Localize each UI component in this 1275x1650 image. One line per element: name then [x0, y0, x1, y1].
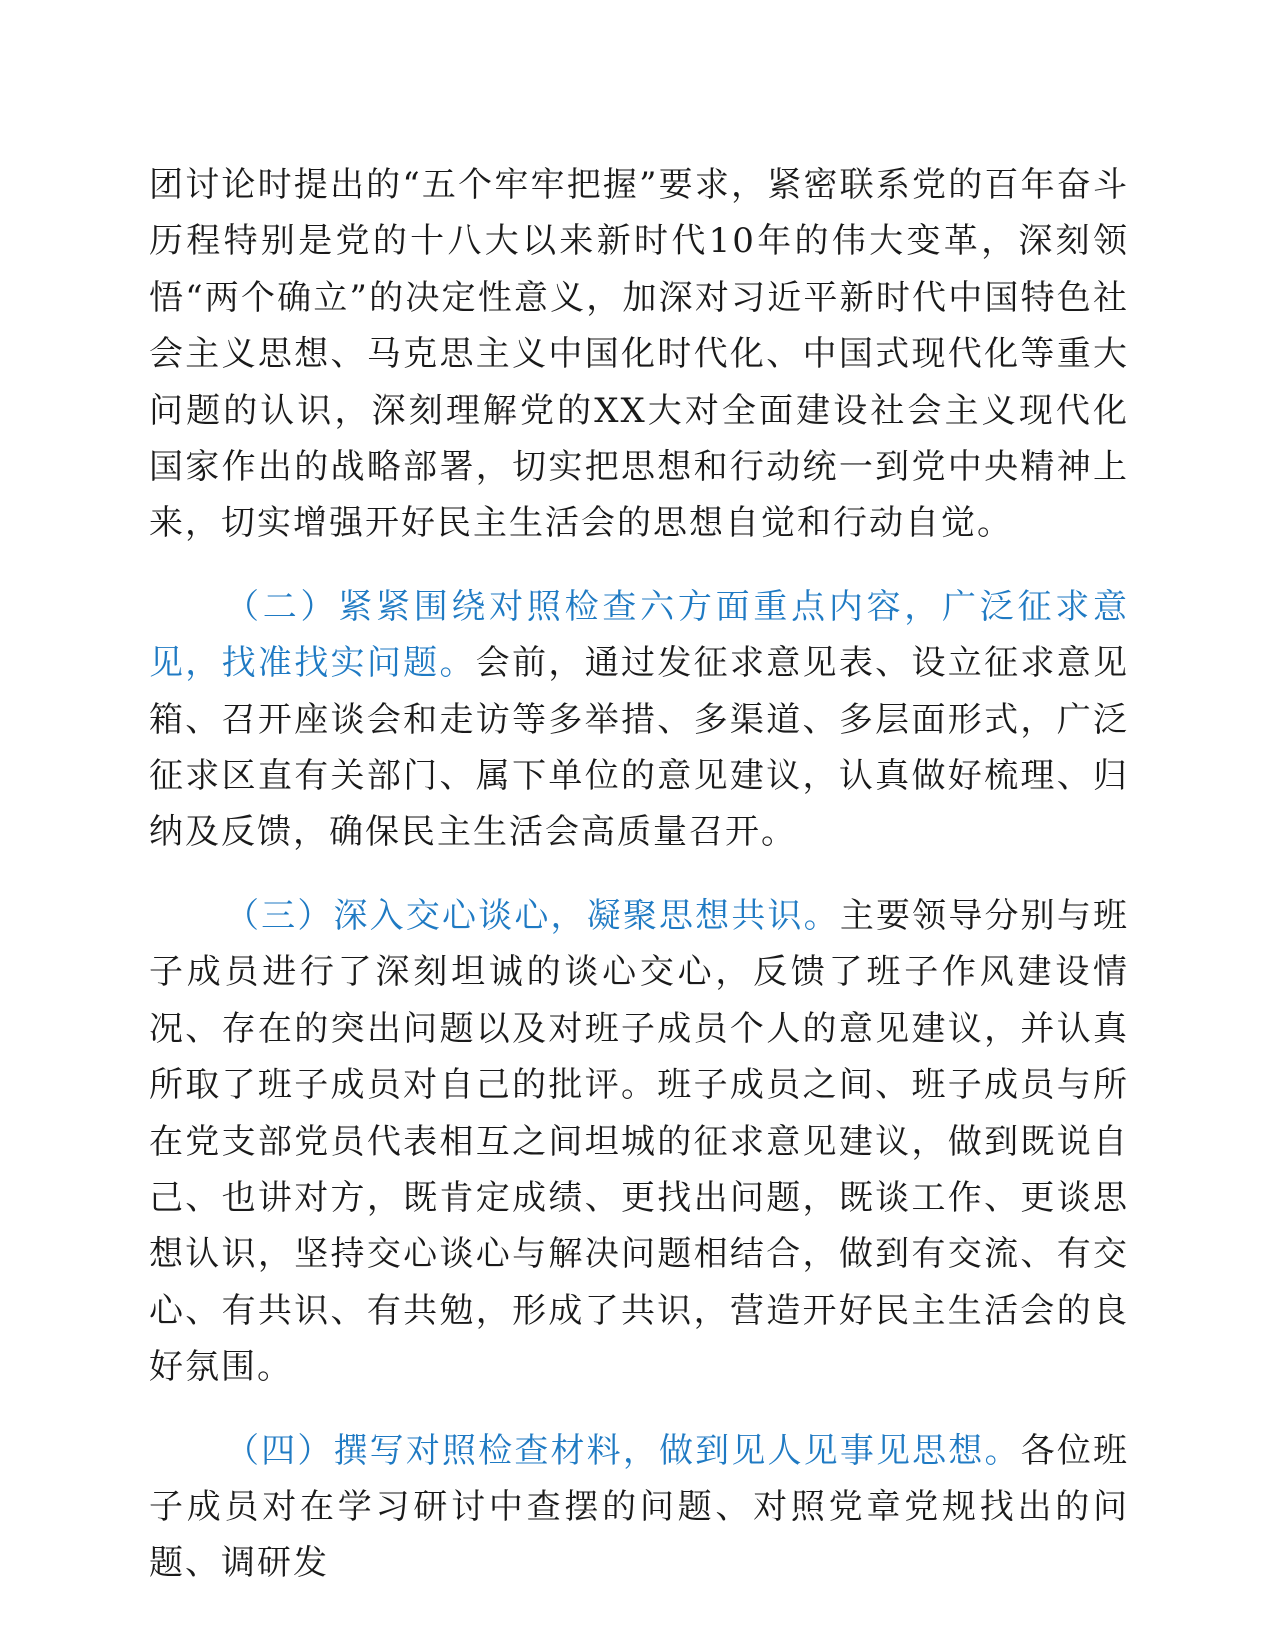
- section-heading: （二）紧紧围绕对照检查六方面重点内容，广泛征求意见，找准找实问题。: [149, 586, 1129, 684]
- paragraph-body: 各位班子成员对在学习研讨中查摆的问题、对照党章党规找出的问题、调研发: [149, 1430, 1130, 1584]
- paragraph-section-4: [149, 1423, 1129, 1592]
- paragraph-section-3: [149, 888, 1129, 1396]
- paragraph-continuation: [149, 157, 1129, 552]
- paragraph-body: 会前，通过发征求意见表、设立征求意见箱、召开座谈会和走访等多举措、多渠道、多层面形式，广泛征求区直有关部门、属下单位的意见建议，认真做好梳理、归纳及反馈，确保民主生活会高质量召开。: [149, 643, 1130, 853]
- paragraph-body: 主要领导分别与班子成员进行了深刻坦诚的谈心交心，反馈了班子作风建设情况、存在的突出问题以及对班子成员个人的意见建议，并认真所取了班子成员对自己的批评。班子成员之间、班子成员与所在党支部党员代表相互之间坦城的征求意见建议，做到既说自己、也讲对方，既肯定成绩、更找出问题，既谈工作、更谈思想认识，坚持交心谈心与解决问题相结合，做到有交流、有交心、有共识、有共勉，形成了共识，营造开好民主生活会的良好氛围。: [149, 895, 1130, 1388]
- section-heading: （四）撰写对照检查材料，做到见人见事见思想。: [225, 1430, 1021, 1471]
- paragraph-body: 团讨论时提出的“五个牢牢把握”要求，紧密联系党的百年奋斗历程特别是党的十八大以来新时代10年的伟大变革，深刻领悟“两个确立”的决定性意义，加深对习近平新时代中国特色社会主义思想、马克思主义中国化时代化、中国式现代化等重大问题的认识，深刻理解党的XX大对全面建设社会主义现代化国家作出的战略部署，切实把思想和行动统一到党中央精神上来，切实增强开好民主生活会的思想自觉和行动自觉。: [149, 165, 1129, 544]
- section-heading: （三）深入交心谈心，凝聚思想共识。: [225, 895, 840, 936]
- document-body: [149, 157, 1129, 1592]
- paragraph-section-2: [149, 579, 1129, 861]
